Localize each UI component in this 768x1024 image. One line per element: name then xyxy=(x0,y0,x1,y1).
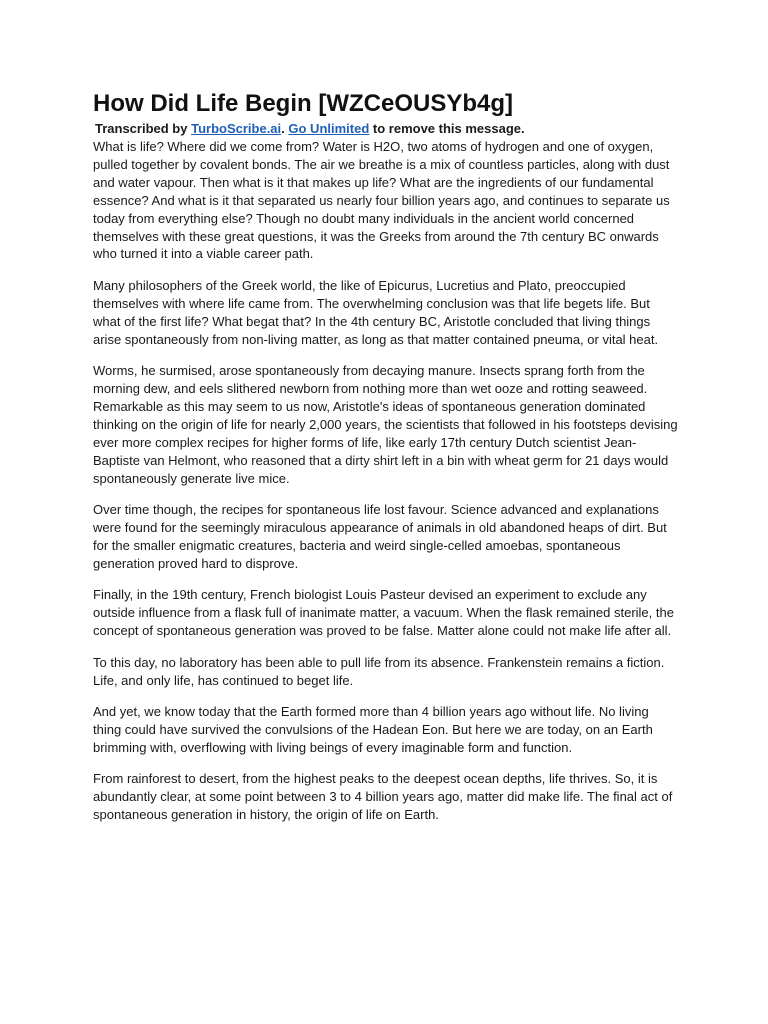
paragraph-7: And yet, we know today that the Earth formed more than 4 billion years ago without life. No living thing could have survived the convulsions of the Hadean Eon. But here we are today, on an Earth brimming with, overflowing with living beings of every imaginable form and function. xyxy=(93,704,653,755)
turboscribe-link[interactable]: TurboScribe.ai xyxy=(191,121,282,136)
paragraph-3: Worms, he surmised, arose spontaneously from decaying manure. Insects sprang forth from the morning dew, and eels slithered newborn from nothing more than wet ooze and rotting seaweed. Remarkable as this may seem to us now, Aristotle's ideas of spontaneous generation dominated thinking on the origin of life for nearly 2,000 years, the scientists that followed in his footsteps devising ever more complex recipes for higher forms of life, like early 17th century Dutch scientist Jean-Baptiste van Helmont, who reasoned that a dirty shirt left in a bin with wheat germ for 21 days would spontaneously generate live mice. xyxy=(93,363,678,486)
document-title: How Did Life Begin [WZCeOUSYb4g] xyxy=(93,90,513,117)
paragraph-5: Finally, in the 19th century, French biologist Louis Pasteur devised an experiment to exclude any outside influence from a flask full of inanimate matter, a vacuum. When the flask remained sterile, the concept of spontaneous generation was proved to be false. Matter alone could not make life after all. xyxy=(93,587,674,639)
notice-prefix: Transcribed by xyxy=(95,121,192,136)
transcription-notice xyxy=(95,120,678,138)
document-page xyxy=(93,88,678,838)
paragraph-8: From rainforest to desert, from the highest peaks to the deepest ocean depths, life thrives. So, it is abundantly clear, at some point between 3 to 4 billion years ago, matter did make life. The final act of spontaneous generation in history, the origin of life on Earth. xyxy=(93,771,673,823)
paragraph-4: Over time though, the recipes for spontaneous life lost favour. Science advanced and explanations were found for the seemingly miraculous appearance of animals in old abandoned heaps of dirt. But for the smaller enigmatic creatures, bacteria and weird single-celled amoebas, spontaneous generation proved hard to disprove. xyxy=(93,502,667,571)
go-unlimited-link[interactable]: Go Unlimited xyxy=(288,121,370,136)
notice-suffix: to remove this message. xyxy=(369,121,525,136)
paragraph-2: Many philosophers of the Greek world, the like of Epicurus, Lucretius and Plato, preoccupied themselves with where life came from. The overwhelming conclusion was that life begets life. But what of the first life? What begat that? In the 4th century BC, Aristotle concluded that living things arise spontaneously from non-living matter, as long as that matter contained pneuma, or vital heat. xyxy=(93,277,659,347)
paragraph-6: To this day, no laboratory has been able to pull life from its absence. Frankenstein remains a fiction. Life, and only life, has continued to beget life. xyxy=(93,654,665,688)
notice-separator: . xyxy=(281,121,289,136)
paragraph-1: What is life? Where did we come from? Water is H2O, two atoms of hydrogen and one of oxygen, pulled together by covalent bonds. The air we breathe is a mix of countless particles, along with dust and water vapour. Then what is it that makes up life? What are the ingredients of our fundamental essence? And what is it that separated us nearly four billion years ago, and continues to separate us today from everything else? Though no doubt many individuals in the ancient world concerned themselves with these great questions, it was the Greeks from around the 7th century BC onwards who turned it into a viable career path. xyxy=(93,139,670,262)
